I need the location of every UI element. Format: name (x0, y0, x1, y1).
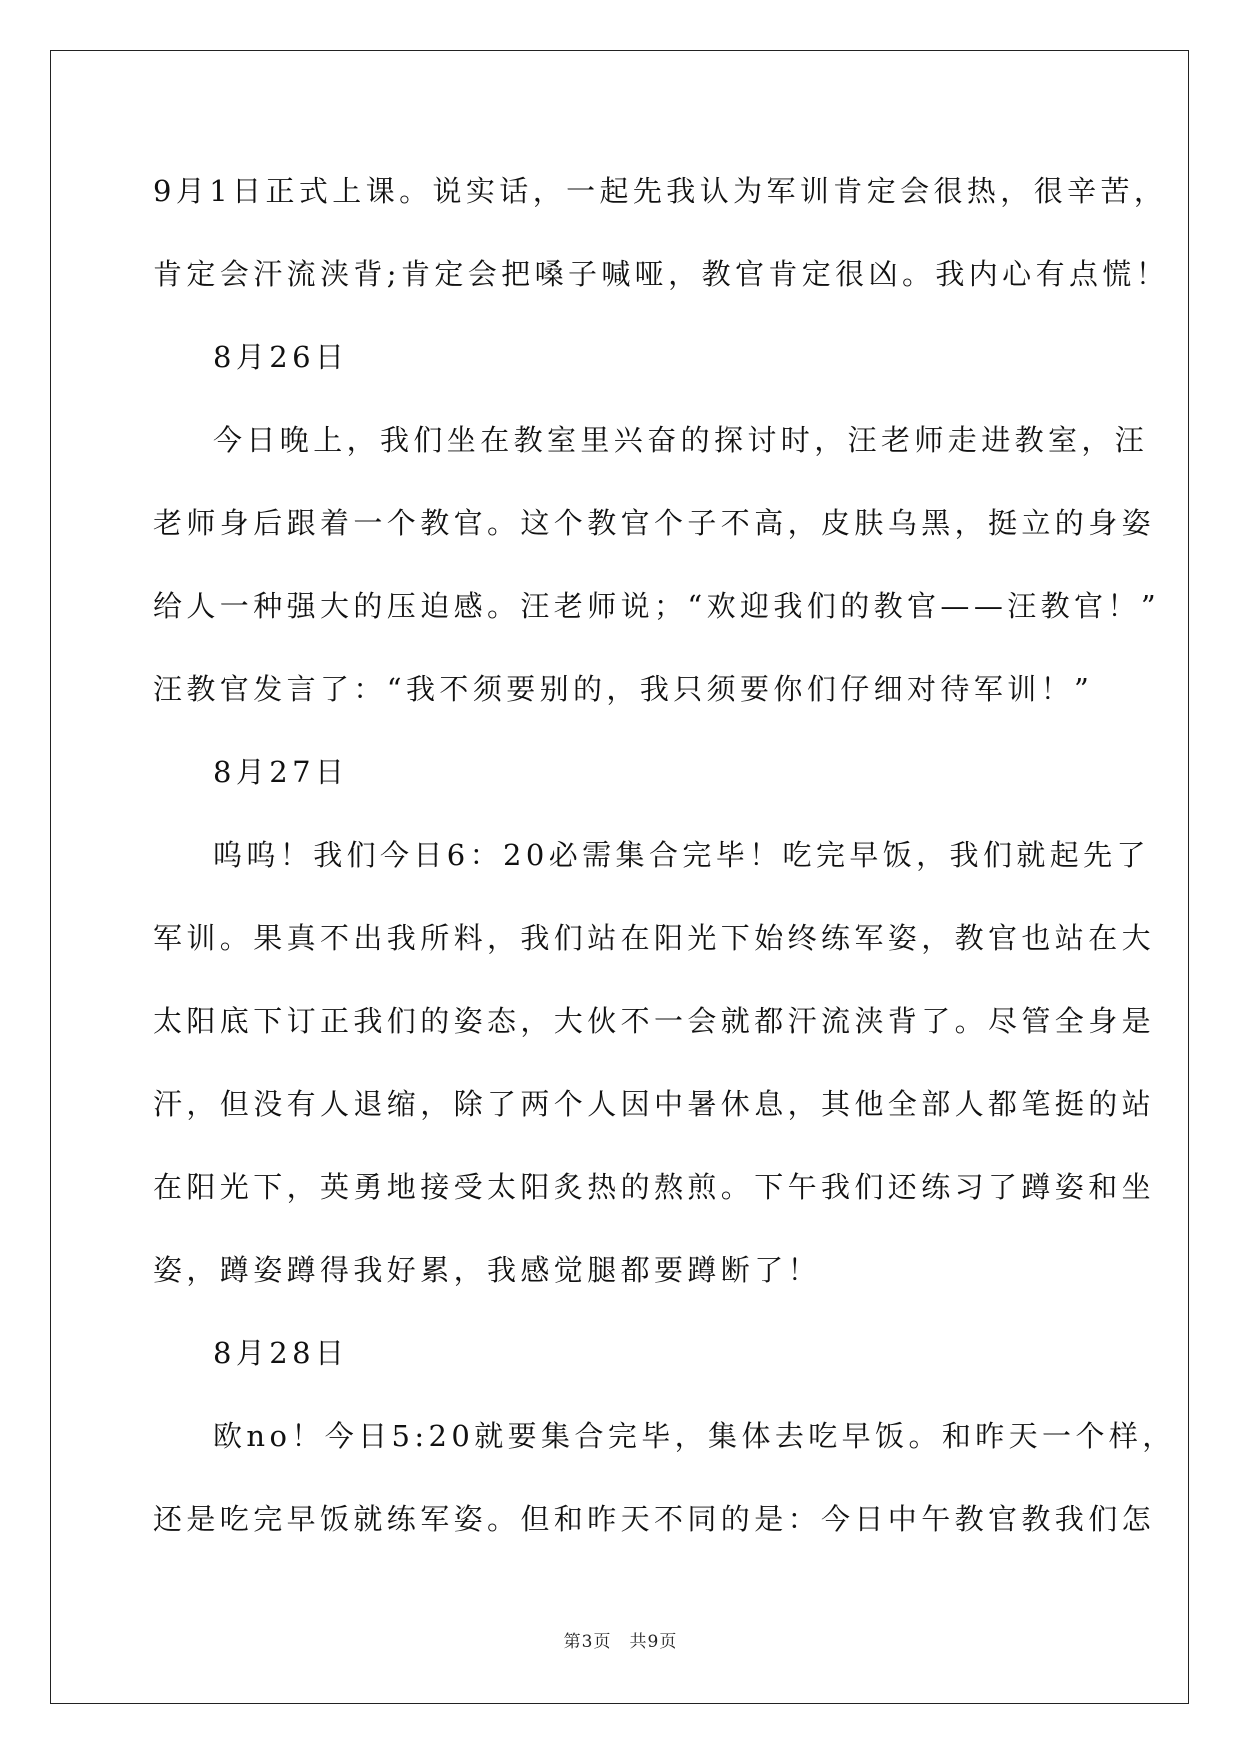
date-heading: 8月26日 (213, 340, 349, 374)
page-number: 第3页 (563, 1632, 612, 1652)
text-line: 呜呜！我们今日6：20必需集合完毕！吃完早饭，我们就起先了 (213, 838, 1150, 872)
text-line: 肯定会汗流浃背;肯定会把嗓子喊哑，教官肯定很凶。我内心有点慌！ (153, 257, 1170, 291)
document-body (153, 162, 1176, 1573)
page-total: 共9页 (629, 1632, 678, 1652)
text-line: 今日晚上，我们坐在教室里兴奋的探讨时，汪老师走进教室，汪 (213, 423, 1149, 457)
text-line: 在阳光下，英勇地接受太阳炙热的熬煎。下午我们还练习了蹲姿和坐 (153, 1170, 1156, 1204)
text-line: 汪教官发言了：“我不须要别的，我只须要你们仔细对待军训！” (153, 672, 1094, 706)
text-line: 9月1日正式上课。说实话，一起先我认为军训肯定会很热，很辛苦， (153, 174, 1168, 208)
date-heading: 8月28日 (213, 1336, 349, 1370)
page-footer (0, 1627, 1241, 1652)
text-line: 还是吃完早饭就练军姿。但和昨天不同的是：今日中午教官教我们怎 (153, 1502, 1156, 1536)
text-line: 欧no！今日5:20就要集合完毕，集体去吃早饭。和昨天一个样， (213, 1419, 1176, 1453)
date-heading: 8月27日 (213, 755, 349, 789)
text-line: 姿，蹲姿蹲得我好累，我感觉腿都要蹲断了！ (153, 1253, 822, 1287)
text-line: 军训。果真不出我所料，我们站在阳光下始终练军姿，教官也站在大 (153, 921, 1156, 955)
text-line: 给人一种强大的压迫感。汪老师说；“欢迎我们的教官——汪教官！” (153, 589, 1161, 623)
text-line: 汗，但没有人退缩，除了两个人因中暑休息，其他全部人都笔挺的站 (153, 1087, 1156, 1121)
text-line: 太阳底下订正我们的姿态，大伙不一会就都汗流浃背了。尽管全身是 (153, 1004, 1156, 1038)
text-line: 老师身后跟着一个教官。这个教官个子不高，皮肤乌黑，挺立的身姿 (153, 506, 1156, 540)
